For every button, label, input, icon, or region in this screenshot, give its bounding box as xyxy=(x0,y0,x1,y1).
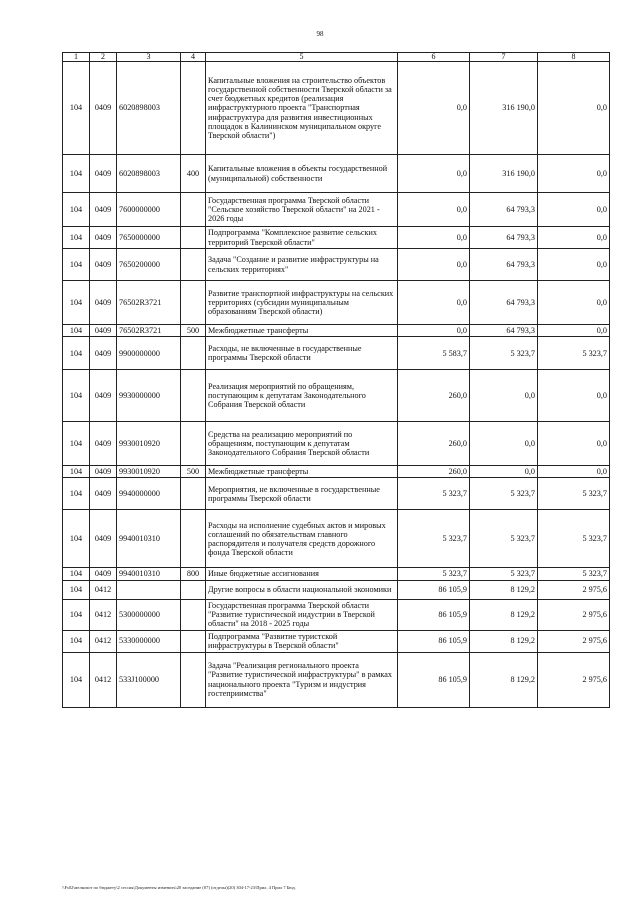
target-article-cell: 9930010920 xyxy=(117,422,181,466)
section-code-cell: 104 xyxy=(63,193,90,227)
subsection-code-cell: 0412 xyxy=(90,652,117,707)
amount-year3-cell: 0,0 xyxy=(538,227,610,249)
item-name-cell: Другие вопросы в области национальной экономики xyxy=(206,580,398,599)
expense-type-cell: 800 xyxy=(181,568,206,580)
section-code-cell: 104 xyxy=(63,337,90,370)
target-article-cell: 5300000000 xyxy=(117,599,181,630)
amount-year1-cell: 260,0 xyxy=(398,422,470,466)
amount-year2-cell: 8 129,2 xyxy=(470,580,538,599)
item-name-cell: Подпрограмма "Комплексное развитие сельских территорий Тверской области" xyxy=(206,227,398,249)
amount-year2-cell: 64 793,3 xyxy=(470,227,538,249)
target-article-cell: 6020898003 xyxy=(117,62,181,155)
expense-type-cell xyxy=(181,599,206,630)
file-path-footer: \\Fs02\мелкопот по бюджету\2 сессия\Документы изменить\20 заседание (07) (отделы)(20) 304-17-23\Прил. 4 Прил 7 Бюд. xyxy=(62,885,296,890)
table-row xyxy=(63,281,610,325)
target-article-cell: 9900000000 xyxy=(117,337,181,370)
table-row xyxy=(63,466,610,478)
amount-year2-cell: 0,0 xyxy=(470,466,538,478)
amount-year1-cell: 0,0 xyxy=(398,249,470,281)
section-code-cell: 104 xyxy=(63,478,90,510)
amount-year1-cell: 86 105,9 xyxy=(398,652,470,707)
amount-year2-cell: 316 190,0 xyxy=(470,62,538,155)
amount-year2-cell: 64 793,3 xyxy=(470,281,538,325)
header-cell: 4 xyxy=(181,53,206,62)
table-row xyxy=(63,62,610,155)
target-article-cell: 9930010920 xyxy=(117,466,181,478)
expense-type-cell xyxy=(181,193,206,227)
table-row xyxy=(63,510,610,568)
amount-year1-cell: 5 583,7 xyxy=(398,337,470,370)
item-name-cell: Расходы, не включенные в государственные программы Тверской области xyxy=(206,337,398,370)
item-name-cell: Задача "Реализация регионального проекта "Развитие туристической инфраструктуры" в рамках национального проекта "Туризм и индустрия гостеприимства" xyxy=(206,652,398,707)
amount-year2-cell: 8 129,2 xyxy=(470,652,538,707)
expense-type-cell: 500 xyxy=(181,325,206,337)
subsection-code-cell: 0409 xyxy=(90,227,117,249)
item-name-cell: Реализация мероприятий по обращениям, поступающим к депутатам Законодательного Собрания Тверской области xyxy=(206,370,398,422)
item-name-cell: Подпрограмма "Развитие туристской инфраструктуры в Тверской области" xyxy=(206,630,398,652)
expense-type-cell xyxy=(181,281,206,325)
subsection-code-cell: 0412 xyxy=(90,630,117,652)
amount-year2-cell: 5 323,7 xyxy=(470,510,538,568)
item-name-cell: Развитие транспортной инфраструктуры на сельских территориях (субсидии муниципальным образованиям Тверской области) xyxy=(206,281,398,325)
table-row xyxy=(63,478,610,510)
header-cell: 2 xyxy=(90,53,117,62)
section-code-cell: 104 xyxy=(63,422,90,466)
section-code-cell: 104 xyxy=(63,155,90,193)
section-code-cell: 104 xyxy=(63,580,90,599)
target-article-cell: 533J100000 xyxy=(117,652,181,707)
subsection-code-cell: 0412 xyxy=(90,580,117,599)
subsection-code-cell: 0409 xyxy=(90,325,117,337)
amount-year2-cell: 5 323,7 xyxy=(470,478,538,510)
expense-type-cell xyxy=(181,62,206,155)
amount-year3-cell: 0,0 xyxy=(538,155,610,193)
expense-type-cell: 500 xyxy=(181,466,206,478)
subsection-code-cell: 0409 xyxy=(90,249,117,281)
amount-year2-cell: 64 793,3 xyxy=(470,249,538,281)
amount-year2-cell: 8 129,2 xyxy=(470,630,538,652)
amount-year2-cell: 0,0 xyxy=(470,422,538,466)
section-code-cell: 104 xyxy=(63,466,90,478)
target-article-cell: 7600000000 xyxy=(117,193,181,227)
expense-type-cell xyxy=(181,652,206,707)
budget-table xyxy=(62,52,610,708)
expense-type-cell xyxy=(181,478,206,510)
item-name-cell: Государственная программа Тверской области "Развитие туристической индустрии в Тверской области" на 2018 - 2025 годы xyxy=(206,599,398,630)
expense-type-cell xyxy=(181,227,206,249)
subsection-code-cell: 0409 xyxy=(90,510,117,568)
subsection-code-cell: 0409 xyxy=(90,478,117,510)
table-row xyxy=(63,337,610,370)
amount-year1-cell: 0,0 xyxy=(398,325,470,337)
amount-year1-cell: 0,0 xyxy=(398,193,470,227)
table-row xyxy=(63,599,610,630)
amount-year3-cell: 2 975,6 xyxy=(538,652,610,707)
subsection-code-cell: 0409 xyxy=(90,281,117,325)
table-row xyxy=(63,227,610,249)
header-cell: 7 xyxy=(470,53,538,62)
header-cell: 1 xyxy=(63,53,90,62)
table-row xyxy=(63,193,610,227)
amount-year2-cell: 64 793,3 xyxy=(470,325,538,337)
section-code-cell: 104 xyxy=(63,62,90,155)
header-cell: 3 xyxy=(117,53,181,62)
amount-year3-cell: 0,0 xyxy=(538,325,610,337)
section-code-cell: 104 xyxy=(63,281,90,325)
amount-year1-cell: 260,0 xyxy=(398,370,470,422)
table-row xyxy=(63,155,610,193)
section-code-cell: 104 xyxy=(63,227,90,249)
header-cell: 8 xyxy=(538,53,610,62)
amount-year1-cell: 260,0 xyxy=(398,466,470,478)
subsection-code-cell: 0409 xyxy=(90,193,117,227)
expense-type-cell xyxy=(181,630,206,652)
section-code-cell: 104 xyxy=(63,630,90,652)
target-article-cell: 9940000000 xyxy=(117,478,181,510)
item-name-cell: Задача "Создание и развитие инфраструктуры на сельских территориях" xyxy=(206,249,398,281)
section-code-cell: 104 xyxy=(63,249,90,281)
expense-type-cell xyxy=(181,580,206,599)
amount-year1-cell: 0,0 xyxy=(398,281,470,325)
subsection-code-cell: 0409 xyxy=(90,62,117,155)
table-row xyxy=(63,249,610,281)
amount-year1-cell: 5 323,7 xyxy=(398,568,470,580)
amount-year3-cell: 0,0 xyxy=(538,249,610,281)
section-code-cell: 104 xyxy=(63,599,90,630)
amount-year3-cell: 0,0 xyxy=(538,62,610,155)
amount-year1-cell: 0,0 xyxy=(398,62,470,155)
header-row xyxy=(63,53,610,62)
amount-year2-cell: 8 129,2 xyxy=(470,599,538,630)
item-name-cell: Капитальные вложения на строительство объектов государственной собственности Тверской области за счет бюджетных кредитов (реализация инфраструктурного проекта "Транспортная инфраструктура для развития инвестиционных площадок в Калининском муниципальном округе Тверской области") xyxy=(206,62,398,155)
subsection-code-cell: 0412 xyxy=(90,599,117,630)
table-row xyxy=(63,370,610,422)
subsection-code-cell: 0409 xyxy=(90,370,117,422)
amount-year3-cell: 5 323,7 xyxy=(538,568,610,580)
table-row xyxy=(63,568,610,580)
amount-year3-cell: 2 975,6 xyxy=(538,630,610,652)
amount-year3-cell: 0,0 xyxy=(538,370,610,422)
section-code-cell: 104 xyxy=(63,568,90,580)
subsection-code-cell: 0409 xyxy=(90,568,117,580)
item-name-cell: Мероприятия, не включенные в государственные программы Тверской области xyxy=(206,478,398,510)
amount-year1-cell: 86 105,9 xyxy=(398,580,470,599)
target-article-cell: 9940010310 xyxy=(117,510,181,568)
header-cell: 5 xyxy=(206,53,398,62)
amount-year3-cell: 5 323,7 xyxy=(538,478,610,510)
section-code-cell: 104 xyxy=(63,325,90,337)
section-code-cell: 104 xyxy=(63,370,90,422)
amount-year2-cell: 316 190,0 xyxy=(470,155,538,193)
section-code-cell: 104 xyxy=(63,652,90,707)
table-row xyxy=(63,580,610,599)
amount-year1-cell: 86 105,9 xyxy=(398,630,470,652)
target-article-cell: 9930000000 xyxy=(117,370,181,422)
amount-year3-cell: 0,0 xyxy=(538,422,610,466)
target-article-cell: 9940010310 xyxy=(117,568,181,580)
expense-type-cell xyxy=(181,422,206,466)
item-name-cell: Межбюджетные трансферты xyxy=(206,325,398,337)
item-name-cell: Расходы на исполнение судебных актов и мировых соглашений по обязательствам главного распорядителя и получателя средств дорожного фонда Тверской области xyxy=(206,510,398,568)
subsection-code-cell: 0409 xyxy=(90,422,117,466)
amount-year2-cell: 5 323,7 xyxy=(470,337,538,370)
amount-year1-cell: 86 105,9 xyxy=(398,599,470,630)
target-article-cell: 76502R3721 xyxy=(117,281,181,325)
table-row xyxy=(63,652,610,707)
amount-year3-cell: 2 975,6 xyxy=(538,599,610,630)
amount-year1-cell: 5 323,7 xyxy=(398,510,470,568)
amount-year3-cell: 0,0 xyxy=(538,281,610,325)
header-cell: 6 xyxy=(398,53,470,62)
expense-type-cell xyxy=(181,337,206,370)
item-name-cell: Государственная программа Тверской области "Сельское хозяйство Тверской области" на 2021 - 2026 годы xyxy=(206,193,398,227)
item-name-cell: Межбюджетные трансферты xyxy=(206,466,398,478)
expense-type-cell xyxy=(181,510,206,568)
amount-year2-cell: 0,0 xyxy=(470,370,538,422)
amount-year3-cell: 0,0 xyxy=(538,466,610,478)
amount-year1-cell: 5 323,7 xyxy=(398,478,470,510)
target-article-cell: 5330000000 xyxy=(117,630,181,652)
expense-type-cell: 400 xyxy=(181,155,206,193)
subsection-code-cell: 0409 xyxy=(90,466,117,478)
amount-year2-cell: 64 793,3 xyxy=(470,193,538,227)
table-row xyxy=(63,325,610,337)
page-number: 98 xyxy=(316,30,324,38)
target-article-cell: 7650200000 xyxy=(117,249,181,281)
target-article-cell: 7650000000 xyxy=(117,227,181,249)
table-row xyxy=(63,630,610,652)
item-name-cell: Средства на реализацию мероприятий по обращениям, поступающим к депутатам Законодательного Собрания Тверской области xyxy=(206,422,398,466)
expense-type-cell xyxy=(181,370,206,422)
amount-year1-cell: 0,0 xyxy=(398,227,470,249)
item-name-cell: Капитальные вложения в объекты государственной (муниципальной) собственности xyxy=(206,155,398,193)
amount-year1-cell: 0,0 xyxy=(398,155,470,193)
amount-year2-cell: 5 323,7 xyxy=(470,568,538,580)
target-article-cell: 6020898003 xyxy=(117,155,181,193)
amount-year3-cell: 2 975,6 xyxy=(538,580,610,599)
section-code-cell: 104 xyxy=(63,510,90,568)
subsection-code-cell: 0409 xyxy=(90,155,117,193)
table-row xyxy=(63,422,610,466)
expense-type-cell xyxy=(181,249,206,281)
amount-year3-cell: 5 323,7 xyxy=(538,337,610,370)
amount-year3-cell: 5 323,7 xyxy=(538,510,610,568)
target-article-cell xyxy=(117,580,181,599)
amount-year3-cell: 0,0 xyxy=(538,193,610,227)
target-article-cell: 76502R3721 xyxy=(117,325,181,337)
subsection-code-cell: 0409 xyxy=(90,337,117,370)
item-name-cell: Иные бюджетные ассигнования xyxy=(206,568,398,580)
